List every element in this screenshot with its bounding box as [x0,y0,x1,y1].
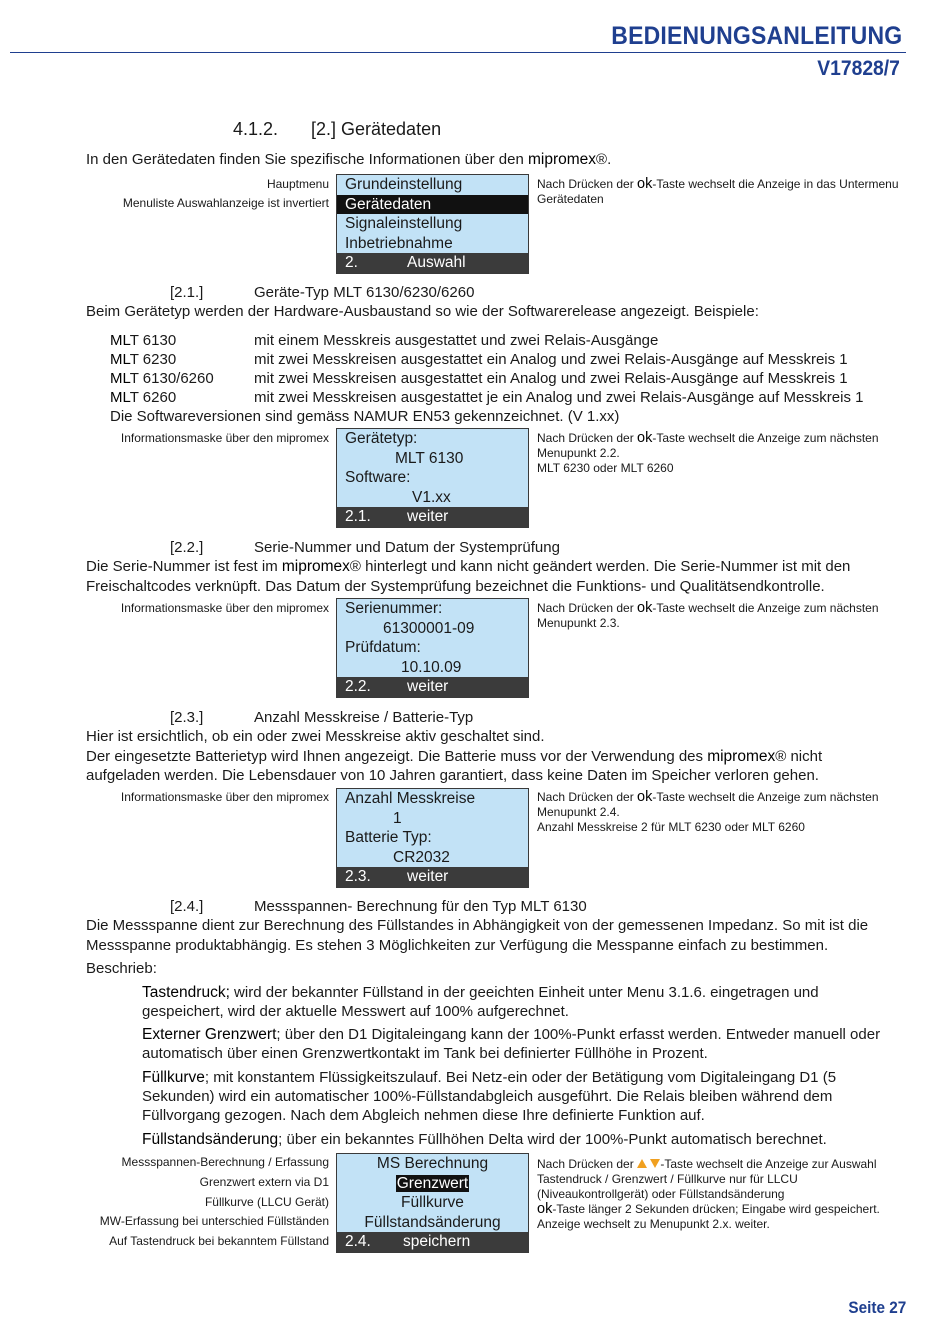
model-row: MLT 6130 mit einem Messkreis ausgestattet und zwei Relais-Ausgänge [110,332,659,349]
label-grenzwert: Grenzwert extern via D1 [199,1175,329,1189]
subsection-heading-2-1: [2.1.] Geräte-Typ MLT 6130/6230/6260 [170,284,475,301]
document-id: V17828/7 [817,57,900,80]
lcd-geraetetyp: Gerätetyp: MLT 6130 Software: V1.xx 2.1. weiter [336,428,529,528]
note-2-4: Nach Drücken der -Taste wechselt die Anzeige zur Auswahl Tastendruck / Grenzwert / Füllkurve nur für LLCU (Niveaukontrollgerät) oder Füllstandsänderung ok-Taste länger 2 Sekunden drücken; Eingabe wird gespeichert. Anzeige wechselt zu Menupunkt 2.x. weiter. [537,1157,880,1231]
section-heading [233,119,441,140]
text-2-2: Die Serie-Nummer ist fest im mipromex® hinterlegt und kann nicht geändert werden. Die Serie-Nummer ist mit den Freischaltcodes verknüpft. Das Datum der Systemprüfung bezeichnet die Funktions- und Qualitätsendkontrolle. [86,558,851,595]
lcd-main-menu [336,174,529,274]
lcd-messkreise: Anzahl Messkreise 1 Batterie Typ: CR2032 2.3. weiter [336,788,529,888]
lcd-status-bar: 2.3. weiter [337,867,528,887]
intro-text: In den Gerätedaten finden Sie spezifische Informationen über den mipromex®. [86,151,612,168]
label-informationsmaske: Informationsmaske über den mipromex [120,790,329,804]
lcd-status-bar: 2. Auswahl [337,253,528,273]
arrow-up-icon [637,1159,647,1168]
note-2-1: Nach Drücken der ok-Taste wechselt die Anzeige zum nächsten Menupunkt 2.2. MLT 6230 oder MLT 6260 [537,430,879,475]
note-2-2: Nach Drücken der ok-Taste wechselt die Anzeige zum nächsten Menupunkt 2.3. [537,600,879,630]
lcd-status-bar: 2.2. weiter [337,677,528,697]
menu-item-geraetedaten-selected: Gerätedaten [337,195,528,215]
section-title: [2.] Gerätedaten [311,119,442,139]
method-item: Externer Grenzwert; über den D1 Digitaleingang kann der 100%-Punkt erfasst werden. Entweder manuell oder automatisch über einen Grenzwertkontakt im Tank bei definierter Füllhöhe in Prozent. [142,1026,881,1062]
lcd-status-bar: 2.4. speichern [337,1232,528,1252]
model-list [110,331,863,426]
label-ms-berechnung: Messspannen-Berechnung / Erfassung [121,1155,329,1169]
text-2-3: Hier ist ersichtlich, ob ein oder zwei Messkreise aktiv geschaltet sind. Der eingesetzte Batterietyp wird Ihnen angezeigt. Die Batterie muss vor der Verwendung des mipromex® nicht aufgeladen werden. Die Lebensdauer von 10 Jahren garantiert, dass keine Daten im Speicher verloren gehen. [86,728,823,784]
label-informationsmaske: Informationsmaske über den mipromex [120,601,329,615]
menu-item-grundeinstellung: Grundeinstellung [345,176,463,193]
arrow-down-icon [650,1159,660,1168]
model-row: MLT 6260 mit zwei Messkreisen ausgestattet je ein Analog und zwei Relais-Ausgänge auf Messkreis 1 [110,389,864,406]
subsection-heading-2-2: [2.2.] Serie-Nummer und Datum der Systemprüfung [170,539,560,556]
label-informationsmaske: Informationsmaske über den mipromex [120,431,329,445]
selected-option: Grenzwert [396,1174,469,1192]
method-item: Tastendruck; wird der bekannter Füllstand in der geeichten Einheit unter Menu 3.1.6. eingetragen und gespeichert, wird der aktuelle Messwert auf 100% aufgerechnet. [142,984,819,1020]
label-mw-erfassung: MW-Erfassung bei unterschied Füllständen [99,1214,329,1228]
label-hauptmenu: Hauptmenu [266,177,329,191]
menu-item-signaleinstellung: Signaleinstellung [345,215,463,233]
header-divider [10,52,906,53]
label-tastendruck: Auf Tastendruck bei bekanntem Füllstand [109,1234,329,1248]
text-2-1: Beim Gerätetyp werden der Hardware-Ausbaustand so wie der Softwarerelease angezeigt. Beispiele: [86,303,759,320]
model-row: MLT 6130/6260 mit zwei Messkreisen ausgestattet ein Analog und zwei Relais-Ausgänge auf Messkreis 1 [110,370,848,387]
brand-name: mipromex [527,151,597,168]
label-fuellkurve: Füllkurve (LLCU Gerät) [204,1195,329,1209]
method-item: Füllstandsänderung; über ein bekanntes Füllhöhen Delta wird der 100%-Punkt automatisch berechnet. [142,1131,827,1148]
label-menuliste: Menuliste Auswahlanzeige ist invertiert [122,196,329,210]
menu-item-inbetriebnahme: Inbetriebnahme [345,234,453,252]
lcd-ms-berechnung: MS Berechnung Grenzwert Füllkurve Füllstandsänderung 2.4. speichern [336,1153,529,1253]
subsection-heading-2-4: [2.4.] Messspannen- Berechnung für den Typ MLT 6130 [170,898,587,915]
model-row: MLT 6230 mit zwei Messkreisen ausgestattet ein Analog und zwei Relais-Ausgänge auf Messkreis 1 [110,351,848,368]
note-2-3: Nach Drücken der ok-Taste wechselt die Anzeige zum nächsten Menupunkt 2.4. Anzahl Messkreise 2 für MLT 6230 oder MLT 6260 [537,789,879,834]
method-item: Füllkurve; mit konstantem Flüssigkeitszulauf. Bei Netz-ein oder der Betätigung vom Digitaleingang D1 (5 Sekunden) wird ein automatischer 100%-Füllstandabgleich ausgeführt. Die Relais bleiben während dem Füllvorgang gezogen. Nach dem Abgleich nehmen diese Ihre definierte Funktion auf. [142,1069,837,1124]
text-2-4: Die Messspanne dient zur Berechnung des Füllstandes in Abhängigkeit von der gemessenen Impedanz. So mit ist die Messspanne produktabhängig. Es stehen 3 Möglichkeiten zur Verfügung die Messpanne einfach zu bestimmen. [86,917,869,954]
note-menu1: Nach Drücken der ok-Taste wechselt die Anzeige in das Untermenu Gerätedaten [537,176,899,206]
subsection-heading-2-3: [2.3.] Anzahl Messkreise / Batterie-Typ [170,709,474,726]
beschrieb-label: Beschrieb: [86,960,157,977]
page-footer: Seite 27 [848,1298,906,1317]
software-version-note: Die Softwareversionen sind gemäss NAMUR EN53 gekennzeichnet. (V 1.xx) [110,408,620,425]
manual-title: BEDIENUNGSANLEITUNG [610,22,902,50]
lcd-status-bar: 2.1. weiter [337,507,528,527]
section-number: 4.1.2. [233,119,279,139]
page-number: 27 [888,1298,906,1317]
lcd-seriennummer: Serienummer: 61300001-09 Prüfdatum: 10.10.09 2.2. weiter [336,598,529,698]
